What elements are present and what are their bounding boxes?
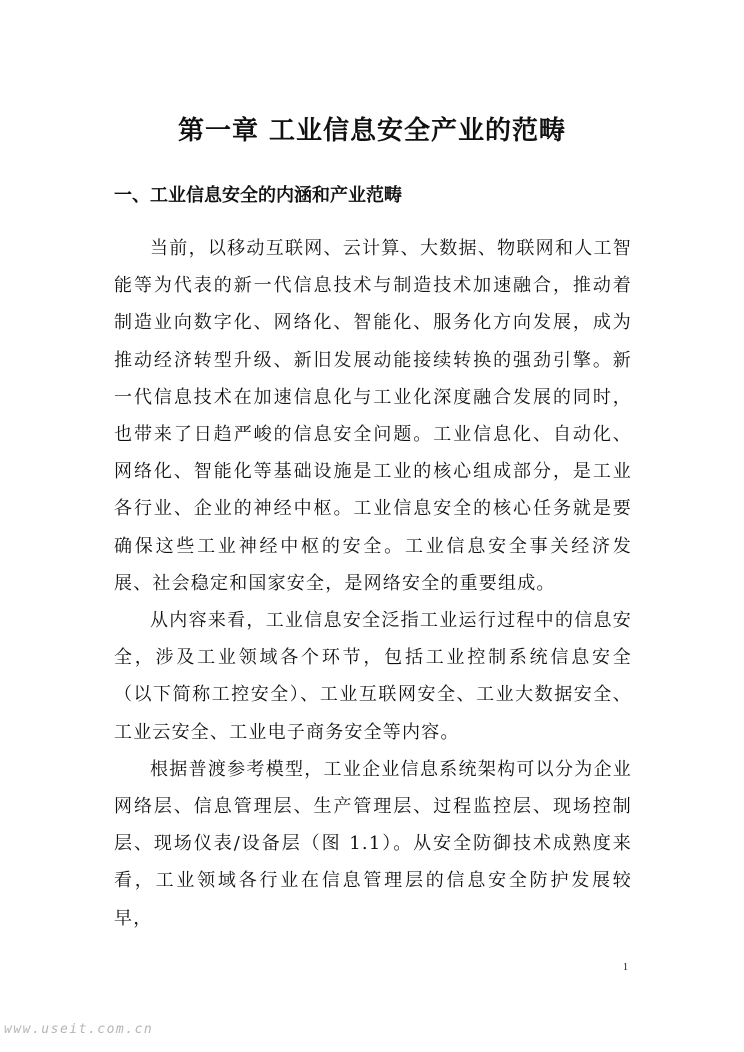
paragraph-2: 从内容来看，工业信息安全泛指工业运行过程中的信息安全，涉及工业领域各个环节，包括工业控制系统信息安全（以下简称工控安全）、工业互联网安全、工业大数据安全、工业云安全、工业电子商务安全等内容。: [114, 610, 632, 743]
watermark: www.useit.com.cn: [4, 1022, 154, 1037]
paragraph-3: 根据普渡参考模型，工业企业信息系统架构可以分为企业网络层、信息管理层、生产管理层、过程监控层、现场控制层、现场仪表/设备层（图 1.1）。从安全防御技术成熟度来看，工业领域各行业在信息管理层的信息安全防护发展较早，: [114, 758, 632, 929]
section-heading: 一、工业信息安全的内涵和产业范畴: [114, 185, 402, 206]
page-number: 1: [623, 962, 628, 973]
page-title: 第一章 工业信息安全产业的范畴: [177, 116, 567, 146]
paragraph-1: 当前，以移动互联网、云计算、大数据、物联网和人工智能等为代表的新一代信息技术与制造技术加速融合，推动着制造业向数字化、网络化、智能化、服务化方向发展，成为推动经济转型升级、新旧发展动能接续转换的强劲引擎。新一代信息技术在加速信息化与工业化深度融合发展的同时，也带来了日趋严峻的信息安全问题。工业信息化、自动化、网络化、智能化等基础设施是工业的核心组成部分，是工业各行业、企业的神经中枢。工业信息安全的核心任务就是要确保这些工业神经中枢的安全。工业信息安全事关经济发展、社会稳定和国家安全，是网络安全的重要组成。: [114, 238, 632, 594]
body-text: [114, 230, 632, 937]
